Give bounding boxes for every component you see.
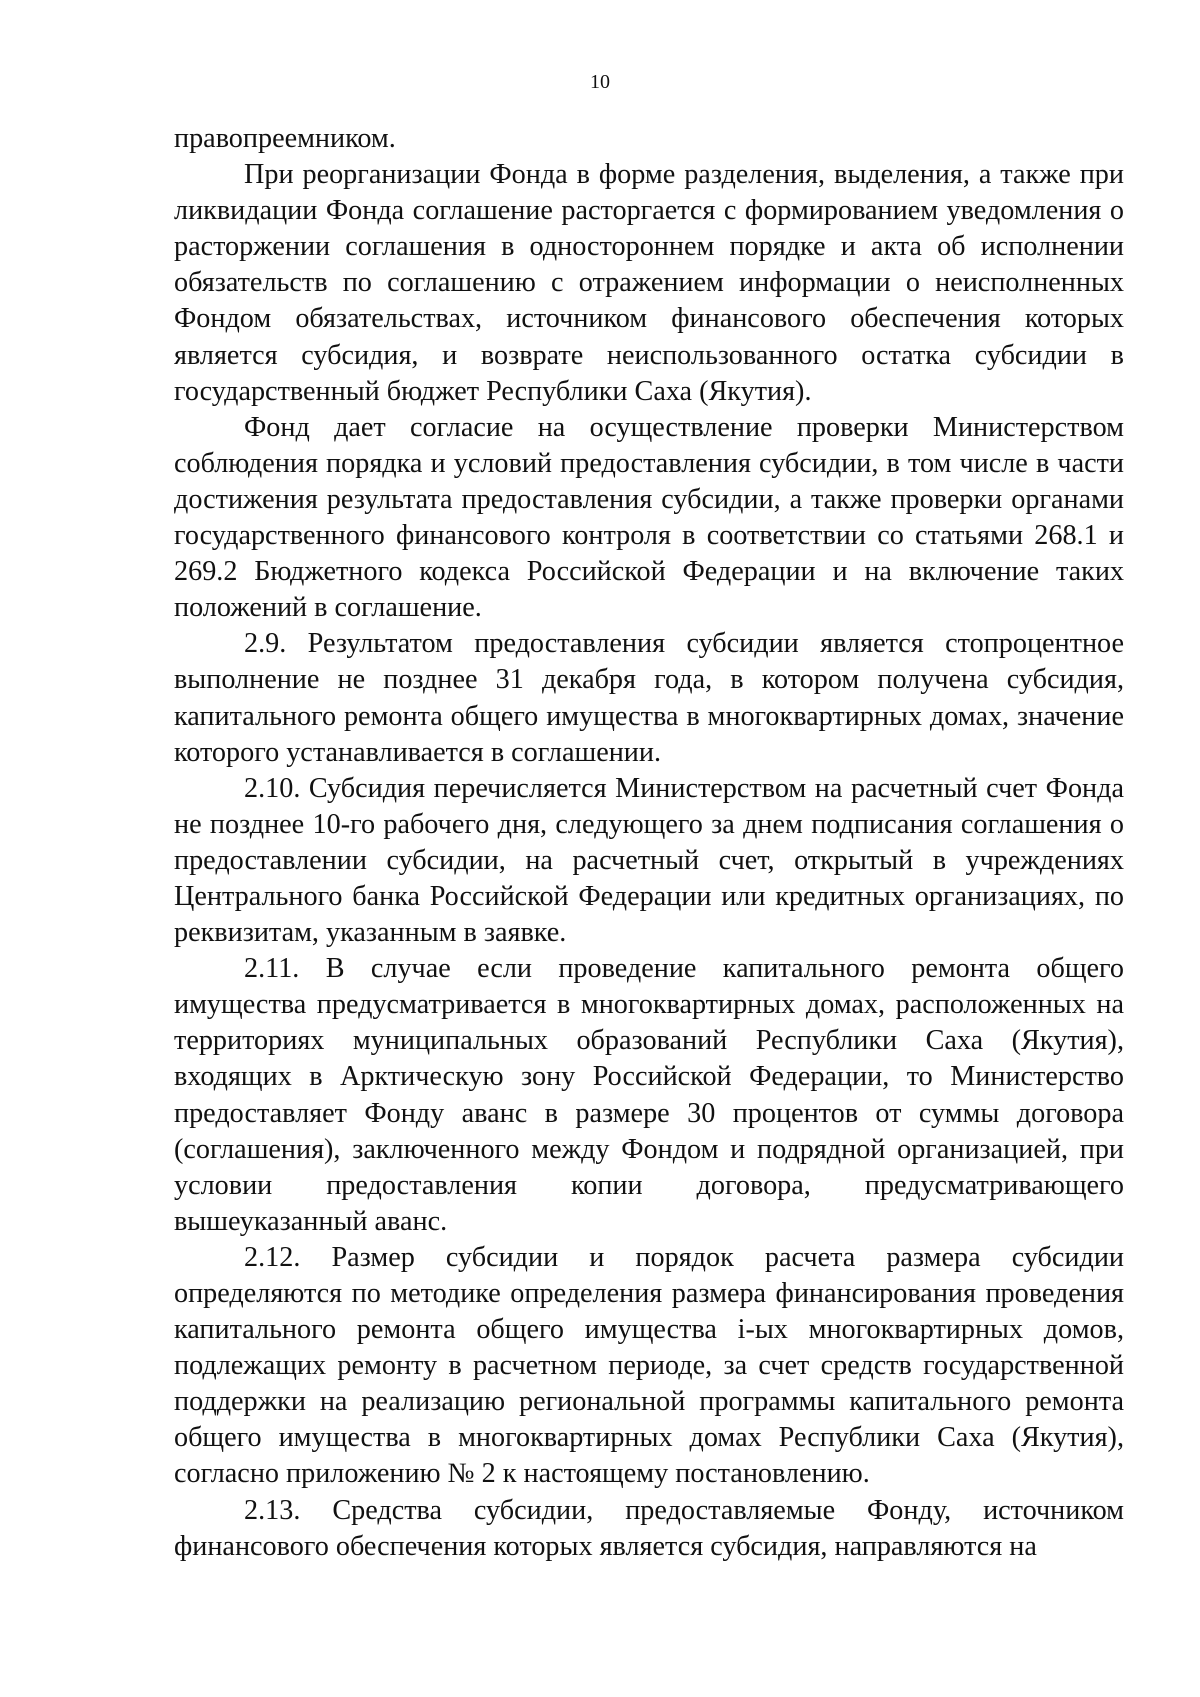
paragraph-2-13: 2.13. Средства субсидии, предоставляемые Фонду, источником финансового обеспечения которых является субсидия, направляются на bbox=[174, 1494, 1124, 1562]
page-number: 10 bbox=[590, 71, 610, 93]
paragraph-2-9: 2.9. Результатом предоставления субсидии является стопроцентное выполнение не позднее 31 декабря года, в котором получена субсидия, капитального ремонта общего имущества в многоквартирных домах, значение которого устанавливается в соглашении. bbox=[174, 628, 1124, 768]
paragraph-2-10: 2.10. Субсидия перечисляется Министерством на расчетный счет Фонда не позднее 10-го рабочего дня, следующего за днем подписания соглашения о предоставлении субсидии, на расчетный счет, открытый в учреждениях Центрального банка Российской Федерации или кредитных организациях, по реквизитам, указанным в заявке. bbox=[174, 772, 1124, 949]
paragraph-audit-consent: Фонд дает согласие на осуществление проверки Министерством соблюдения порядка и условий предоставления субсидии, в том числе в части достижения результата предоставления субсидии, а также проверки органами государственного финансового контроля в соответствии со статьями 268.1 и 269.2 Бюджетного кодекса Российской Федерации и на включение таких положений в соглашение. bbox=[174, 411, 1124, 624]
paragraph-2-12: 2.12. Размер субсидии и порядок расчета размера субсидии определяются по методике определения размера финансирования проведения капитального ремонта общего имущества i-ых многоквартирных домов, подлежащих ремонту в расчетном периоде, за счет средств государственной поддержки на реализацию региональной программы капитального ремонта общего имущества в многоквартирных домах Республики Саха (Якутия), согласно приложению № 2 к настоящему постановлению. bbox=[174, 1241, 1124, 1490]
paragraph-reorganization: При реорганизации Фонда в форме разделения, выделения, а также при ликвидации Фонда соглашение расторгается с формированием уведомления о расторжении соглашения в одностороннем порядке и акта об исполнении обязательств по соглашению с отражением информации о неисполненных Фондом обязательствах, источником финансового обеспечения которых является субсидия, и возврате неиспользованного остатка субсидии в государственный бюджет Республики Саха (Якутия). bbox=[174, 159, 1124, 407]
document-body bbox=[174, 121, 1124, 1565]
paragraph-2-11: 2.11. В случае если проведение капитального ремонта общего имущества предусматривается в многоквартирных домах, расположенных на территориях муниципальных образований Республики Саха (Якутия), входящих в Арктическую зону Российской Федерации, то Министерство предоставляет Фонду аванс в размере 30 процентов от суммы договора (соглашения), заключенного между Фондом и подрядной организацией, при условии предоставления копии договора, предусматривающего вышеуказанный аванс. bbox=[174, 953, 1124, 1237]
paragraph-continuation: правопреемником. bbox=[174, 123, 396, 154]
